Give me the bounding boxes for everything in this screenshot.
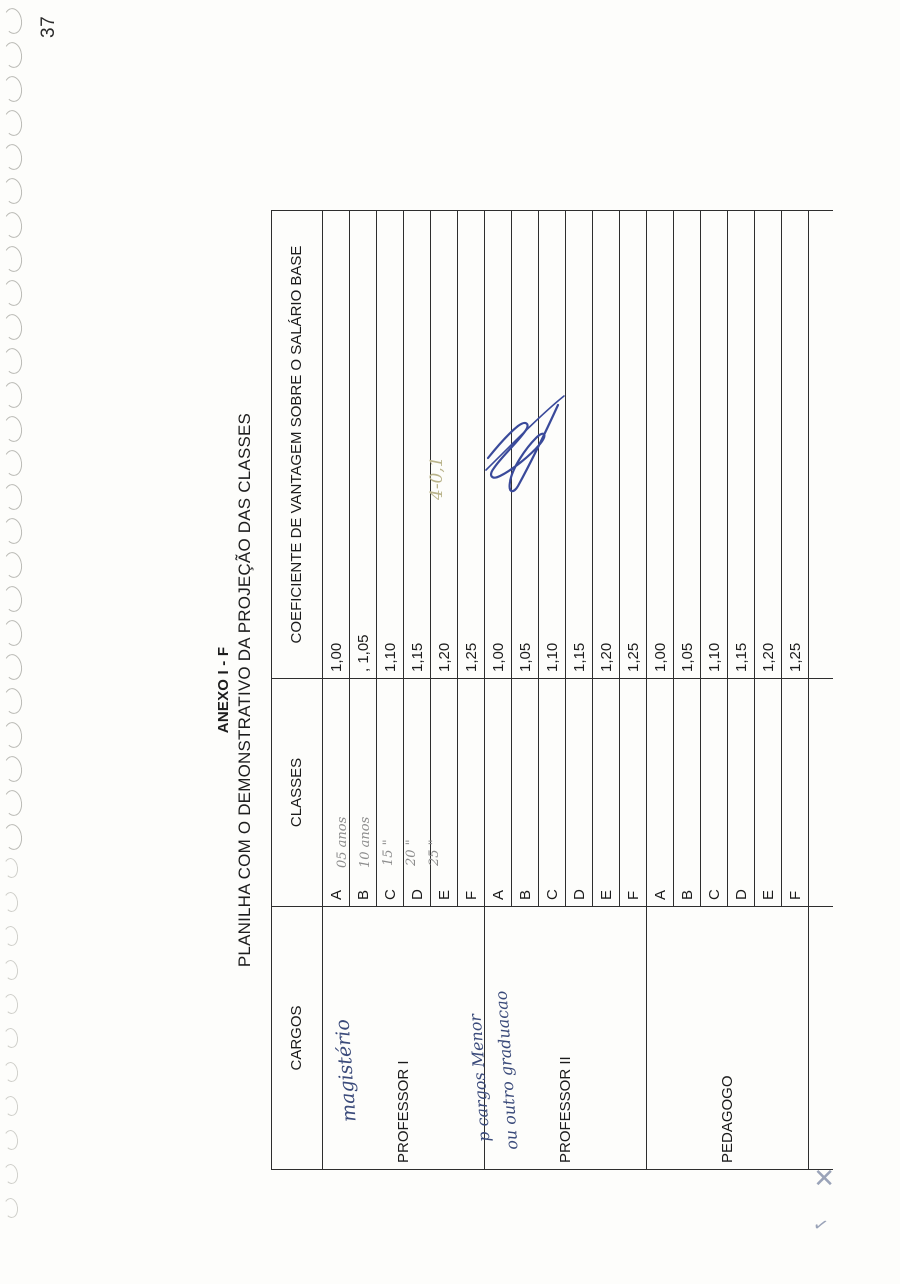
classe-cell: C (701, 679, 728, 907)
classe-cell: B (674, 679, 701, 907)
annotation-coeficiente-note: 4-0,1 (427, 456, 447, 500)
coeficiente-cell: 1,25 (620, 211, 647, 679)
page-number: 37 (38, 15, 59, 38)
annotation-magisterio: magistério (331, 1018, 361, 1123)
coeficiente-cell: 1,00 (485, 211, 512, 679)
cargo-professor-i: PROFESSOR I (323, 907, 485, 1170)
classe-cell: D (404, 679, 431, 907)
classe-cell: A (647, 679, 674, 907)
coeficiente-cell: 1,05 (674, 211, 701, 679)
classe-cell: A (323, 679, 350, 907)
table-header-row (272, 211, 323, 1170)
classe-cell: F (782, 679, 809, 907)
document-title: ANEXO I - F (215, 646, 232, 734)
table-row (647, 211, 674, 1170)
table-spacer-row (809, 211, 834, 1170)
header-classes: CLASSES (272, 679, 323, 907)
classe-cell: C (539, 679, 566, 907)
coeficiente-cell: 1,15 (728, 211, 755, 679)
table-row (485, 211, 512, 1170)
coeficiente-cell: 1,00 (323, 211, 350, 679)
classe-cell: C (377, 679, 404, 907)
classe-cell: E (593, 679, 620, 907)
annotation-class-f: 20 " (404, 839, 419, 866)
coeficiente-cell: 1,10 (701, 211, 728, 679)
table-row (323, 211, 350, 1170)
header-cargos: CARGOS (272, 907, 323, 1170)
classe-cell: A (485, 679, 512, 907)
annotation-class-d: 10 anos (358, 816, 373, 868)
classe-cell: E (431, 679, 458, 907)
header-coeficiente: COEFICIENTE DE VANTAGEM SOBRE O SALÁRIO BASE (272, 211, 323, 679)
classe-cell: F (458, 679, 485, 907)
annotation-class-c: 05 anos (335, 816, 350, 868)
document-subtitle: PLANILHA COM O DEMONSTRATIVO DA PROJEÇÃO DAS CLASSES (235, 412, 254, 968)
annotation-note-line2: ou outro graduacao (491, 990, 522, 1151)
signature (480, 390, 570, 500)
classe-cell: D (728, 679, 755, 907)
mark-x-icon: ✕ (813, 1163, 835, 1193)
annotation-class-e: 15 " (381, 839, 396, 866)
coeficiente-cell: , 1,05 (350, 211, 377, 679)
coeficiente-cell: 1,10 (539, 211, 566, 679)
coeficiente-cell: 1,20 (755, 211, 782, 679)
annotation-class-g: 25 " (427, 839, 442, 866)
coeficiente-cell: 1,25 (458, 211, 485, 679)
spiral-binding (0, 0, 34, 1284)
document-body (215, 190, 804, 1190)
coeficiente-cell: 1,20 (431, 211, 458, 679)
annotation-note-line1: p cargos Menor (465, 1013, 494, 1143)
mark-check-icon: ✓ (810, 1213, 831, 1237)
coeficiente-cell: 1,15 (566, 211, 593, 679)
cargo-pedagogo: PEDAGOGO (647, 907, 809, 1170)
classe-cell: B (350, 679, 377, 907)
coeficiente-cell: 1,25 (782, 211, 809, 679)
classes-table (271, 210, 833, 1170)
classe-cell: B (512, 679, 539, 907)
classe-cell: D (566, 679, 593, 907)
cargo-professor-ii: PROFESSOR II (485, 907, 647, 1170)
coeficiente-cell: 1,10 (377, 211, 404, 679)
classe-cell: F (620, 679, 647, 907)
coeficiente-cell: 1,20 (593, 211, 620, 679)
coeficiente-cell: 1,00 (647, 211, 674, 679)
coeficiente-cell: 1,05 (512, 211, 539, 679)
classe-cell: E (755, 679, 782, 907)
coeficiente-cell: 1,15 (404, 211, 431, 679)
